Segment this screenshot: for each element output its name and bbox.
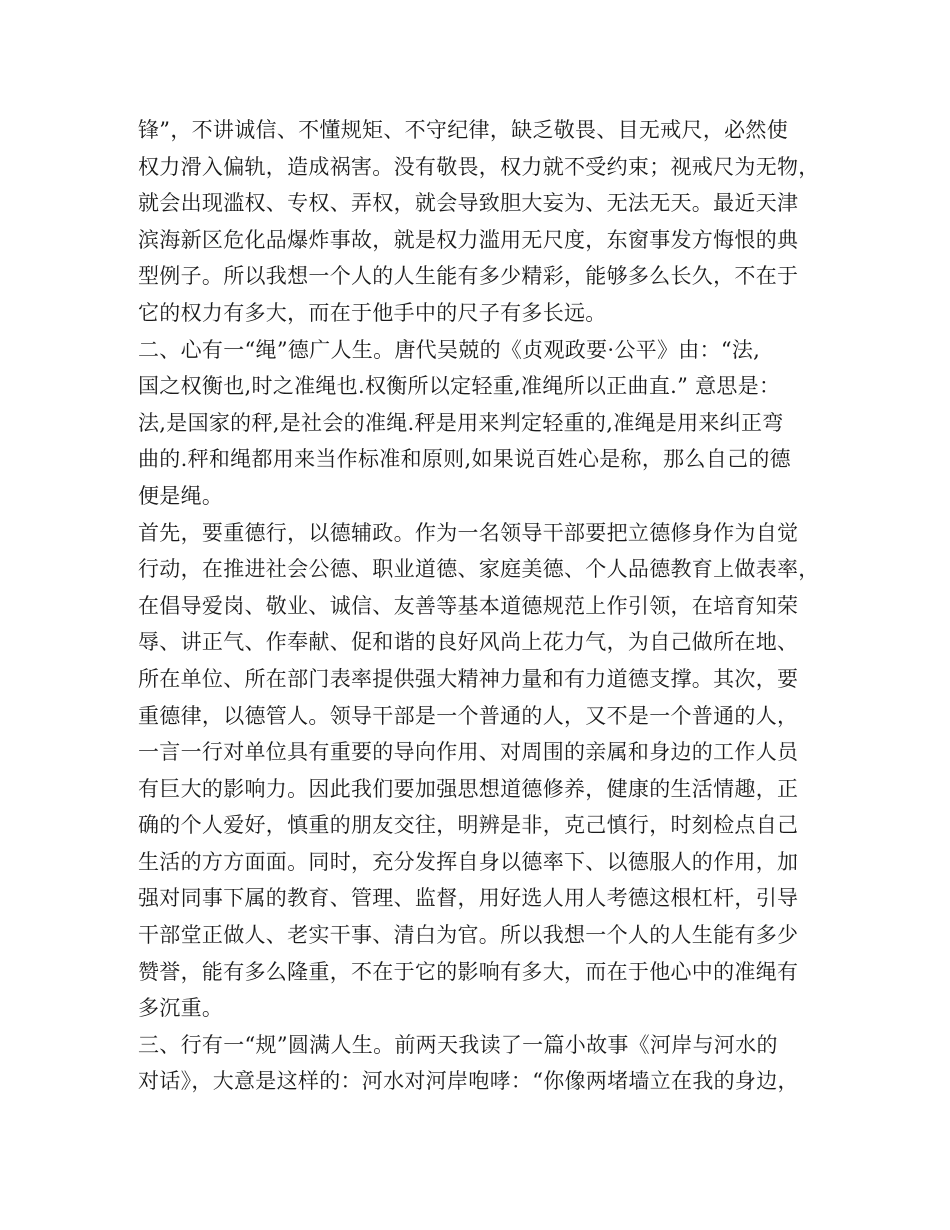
- text-line: 生活的方方面面。同时，充分发挥自身以德率下、以德服人的作用，加: [138, 849, 799, 874]
- text-line: 法,是国家的秤,是社会的准绳.秤是用来判定轻重的,准绳是用来纠正弯: [138, 410, 784, 435]
- text-line: 对话》，大意是这样的：河水对河岸咆哮：“你像两堵墙立在我的身边，: [138, 1069, 799, 1094]
- text-line: 干部堂正做人、老实干事、清白为官。所以我想一个人的人生能有多少: [138, 923, 799, 948]
- text-line: 行动，在推进社会公德、职业道德、家庭美德、个人品德教育上做表率，: [138, 557, 820, 582]
- text-line: 首先，要重德行，以德辅政。作为一名领导干部要把立德修身作为自觉: [138, 520, 799, 545]
- text-line: 确的个人爱好，慎重的朋友交往，明辨是非，克己慎行，时刻检点自己: [138, 813, 799, 838]
- text-line: 重德律，以德管人。领导干部是一个普通的人，又不是一个普通的人，: [138, 703, 799, 728]
- text-line: 一言一行对单位具有重要的导向作用、对周围的亲属和身边的工作人员: [138, 740, 799, 765]
- text-line: 便是绳。: [138, 483, 224, 508]
- text-line: 型例子。所以我想一个人的人生能有多少精彩，能够多么长久，不在于: [138, 264, 799, 289]
- text-line: 就会出现滥权、专权、弄权，就会导致胆大妄为、无法无天。最近天津: [138, 191, 799, 216]
- text-line: 多沉重。: [138, 996, 224, 1021]
- text-line: 国之权衡也,时之准绳也.权衡所以定轻重,准绳所以正曲直.” 意思是：: [138, 374, 781, 399]
- text-line: 它的权力有多大，而在于他手中的尺子有多长远。: [138, 300, 607, 325]
- text-line: 权力滑入偏轨，造成祸害。没有敬畏，权力就不受约束；视戒尺为无物，: [138, 154, 820, 179]
- document-body: [138, 112, 818, 1100]
- text-line: 赞誉，能有多么隆重，不在于它的影响有多大，而在于他心中的准绳有: [138, 959, 799, 984]
- text-line: 强对同事下属的教育、管理、监督，用好选人用人考德这根杠杆，引导: [138, 886, 799, 911]
- text-line: 滨海新区危化品爆炸事故，就是权力滥用无尺度，东窗事发方悔恨的典: [138, 227, 799, 252]
- text-line: 所在单位、所在部门表率提供强大精神力量和有力道德支撑。其次，要: [138, 666, 799, 691]
- text-line: 有巨大的影响力。因此我们要加强思想道德修养，健康的生活情趣，正: [138, 776, 799, 801]
- text-line: 锋”，不讲诚信、不懂规矩、不守纪律，缺乏敬畏、目无戒尺，必然使: [138, 118, 789, 142]
- text-line: 在倡导爱岗、敬业、诚信、友善等基本道德规范上作引领，在培育知荣: [138, 593, 799, 618]
- section-heading-line: 二、心有一“绳”德广人生。唐代吴兢的《贞观政要·公平》由：“法,: [138, 337, 761, 362]
- text-line: 辱、讲正气、作奉献、促和谐的良好风尚上花力气，为自己做所在地、: [138, 630, 799, 655]
- section-heading-line: 三、行有一“规”圆满人生。前两天我读了一篇小故事《河岸与河水的: [138, 1032, 778, 1057]
- text-line: 曲的.秤和绳都用来当作标准和原则,如果说百姓心是称，那么自己的德: [138, 447, 791, 472]
